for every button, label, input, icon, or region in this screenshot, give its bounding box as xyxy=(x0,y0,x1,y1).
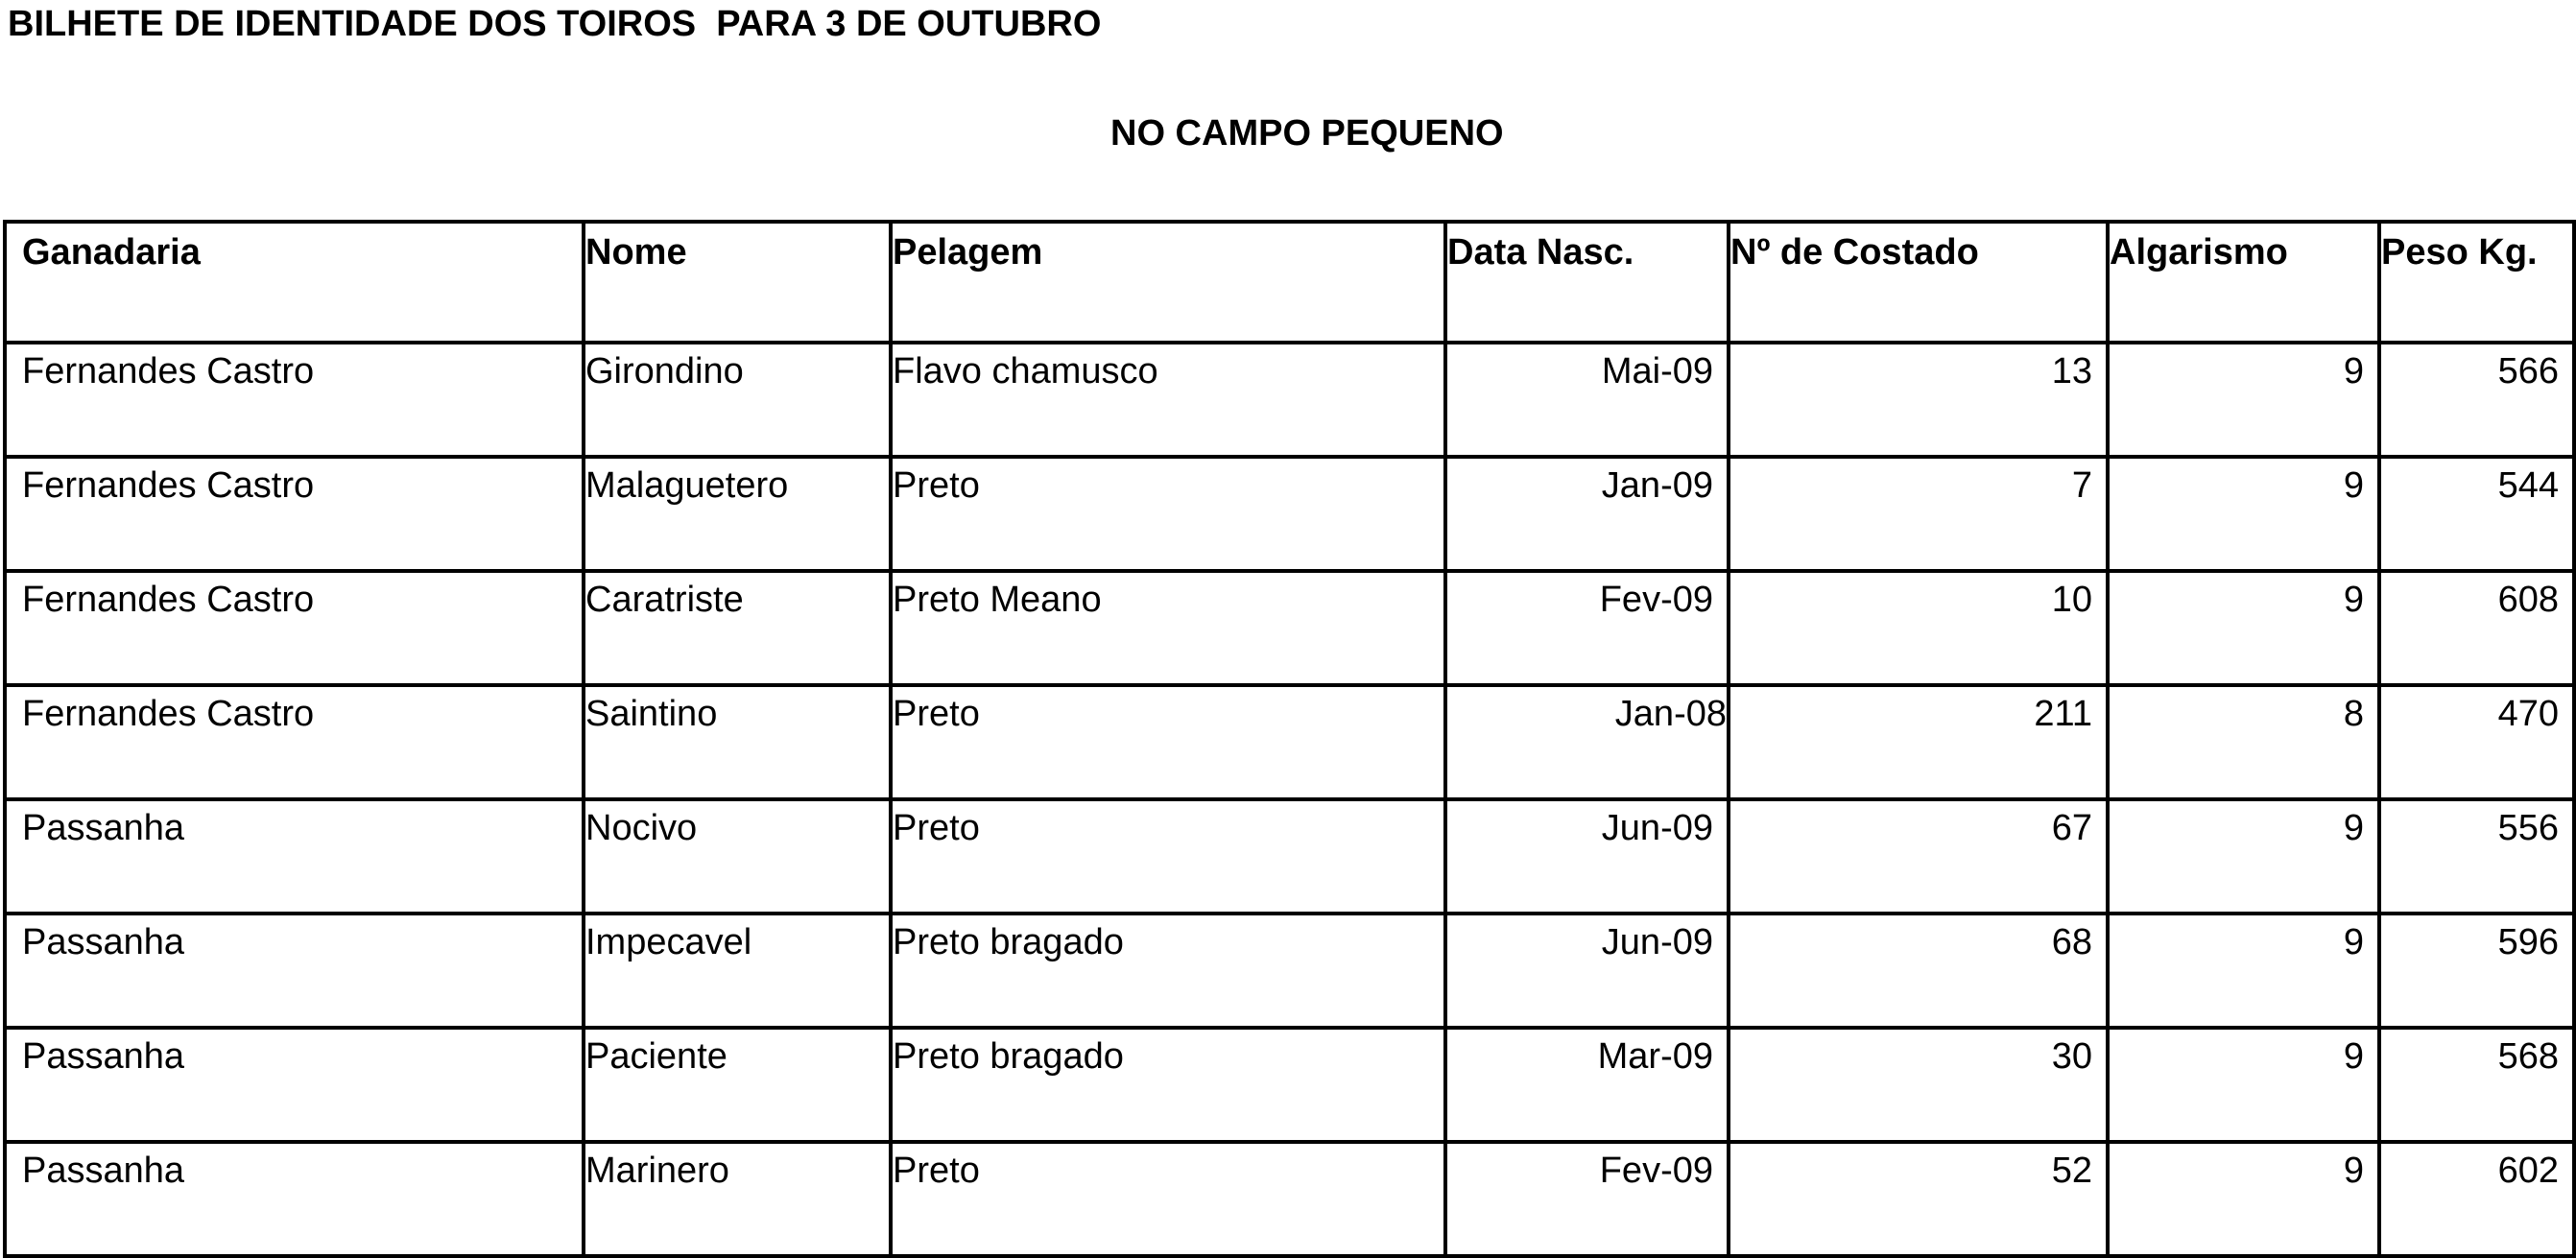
document-subtitle: NO CAMPO PEQUENO xyxy=(1110,113,1504,154)
cell-costado: 211 xyxy=(1729,685,2108,799)
table-row xyxy=(5,571,2574,685)
cell-ganadaria: Fernandes Castro xyxy=(5,457,584,571)
cell-peso: 596 xyxy=(2379,914,2574,1028)
cell-algarismo: 9 xyxy=(2108,1028,2379,1142)
header-pelagem: Pelagem xyxy=(891,222,1445,343)
cell-ganadaria: Fernandes Castro xyxy=(5,685,584,799)
cell-algarismo: 9 xyxy=(2108,914,2379,1028)
table-row xyxy=(5,799,2574,914)
cell-peso: 568 xyxy=(2379,1028,2574,1142)
cell-peso: 556 xyxy=(2379,799,2574,914)
cell-costado: 13 xyxy=(1729,343,2108,457)
cell-data-nasc: Jun-09 xyxy=(1445,914,1729,1028)
cell-algarismo: 9 xyxy=(2108,457,2379,571)
cell-pelagem: Preto xyxy=(891,685,1445,799)
cell-nome: Paciente xyxy=(584,1028,891,1142)
table-row xyxy=(5,1028,2574,1142)
table-row xyxy=(5,685,2574,799)
header-row xyxy=(5,222,2574,343)
cell-ganadaria: Passanha xyxy=(5,799,584,914)
cell-peso: 544 xyxy=(2379,457,2574,571)
cell-nome: Saintino xyxy=(584,685,891,799)
cell-algarismo: 9 xyxy=(2108,1142,2379,1256)
cell-peso: 608 xyxy=(2379,571,2574,685)
cell-costado: 7 xyxy=(1729,457,2108,571)
cell-data-nasc: Fev-09 xyxy=(1445,571,1729,685)
table-row xyxy=(5,343,2574,457)
cell-algarismo: 9 xyxy=(2108,343,2379,457)
cell-ganadaria: Passanha xyxy=(5,914,584,1028)
header-algarismo: Algarismo xyxy=(2108,222,2379,343)
cell-peso: 602 xyxy=(2379,1142,2574,1256)
cell-costado: 52 xyxy=(1729,1142,2108,1256)
cell-data-nasc: Fev-09 xyxy=(1445,1142,1729,1256)
cell-data-nasc: Jan-08 xyxy=(1445,685,1729,799)
header-nome: Nome xyxy=(584,222,891,343)
table-row xyxy=(5,914,2574,1028)
cell-costado: 30 xyxy=(1729,1028,2108,1142)
cell-pelagem: Preto xyxy=(891,457,1445,571)
table-header xyxy=(5,222,2574,343)
cell-algarismo: 8 xyxy=(2108,685,2379,799)
cell-pelagem: Preto xyxy=(891,799,1445,914)
cell-costado: 10 xyxy=(1729,571,2108,685)
header-ganadaria: Ganadaria xyxy=(5,222,584,343)
cell-pelagem: Preto bragado xyxy=(891,1028,1445,1142)
table-row xyxy=(5,457,2574,571)
bulls-table xyxy=(3,220,2576,1258)
cell-pelagem: Preto xyxy=(891,1142,1445,1256)
cell-ganadaria: Fernandes Castro xyxy=(5,343,584,457)
cell-nome: Impecavel xyxy=(584,914,891,1028)
cell-ganadaria: Passanha xyxy=(5,1028,584,1142)
header-peso: Peso Kg. xyxy=(2379,222,2574,343)
cell-data-nasc: Mai-09 xyxy=(1445,343,1729,457)
cell-peso: 566 xyxy=(2379,343,2574,457)
cell-ganadaria: Passanha xyxy=(5,1142,584,1256)
cell-algarismo: 9 xyxy=(2108,571,2379,685)
header-data-nasc: Data Nasc. xyxy=(1445,222,1729,343)
cell-nome: Malaguetero xyxy=(584,457,891,571)
table-row xyxy=(5,1142,2574,1256)
cell-nome: Caratriste xyxy=(584,571,891,685)
cell-data-nasc: Jun-09 xyxy=(1445,799,1729,914)
cell-nome: Marinero xyxy=(584,1142,891,1256)
header-costado: Nº de Costado xyxy=(1729,222,2108,343)
cell-nome: Nocivo xyxy=(584,799,891,914)
cell-pelagem: Preto Meano xyxy=(891,571,1445,685)
table-body xyxy=(5,343,2574,1256)
cell-costado: 68 xyxy=(1729,914,2108,1028)
cell-data-nasc: Mar-09 xyxy=(1445,1028,1729,1142)
document-title: BILHETE DE IDENTIDADE DOS TOIROS PARA 3 DE OUTUBRO xyxy=(8,4,1102,44)
cell-nome: Girondino xyxy=(584,343,891,457)
cell-pelagem: Flavo chamusco xyxy=(891,343,1445,457)
cell-costado: 67 xyxy=(1729,799,2108,914)
cell-data-nasc: Jan-09 xyxy=(1445,457,1729,571)
cell-pelagem: Preto bragado xyxy=(891,914,1445,1028)
cell-algarismo: 9 xyxy=(2108,799,2379,914)
cell-ganadaria: Fernandes Castro xyxy=(5,571,584,685)
cell-peso: 470 xyxy=(2379,685,2574,799)
